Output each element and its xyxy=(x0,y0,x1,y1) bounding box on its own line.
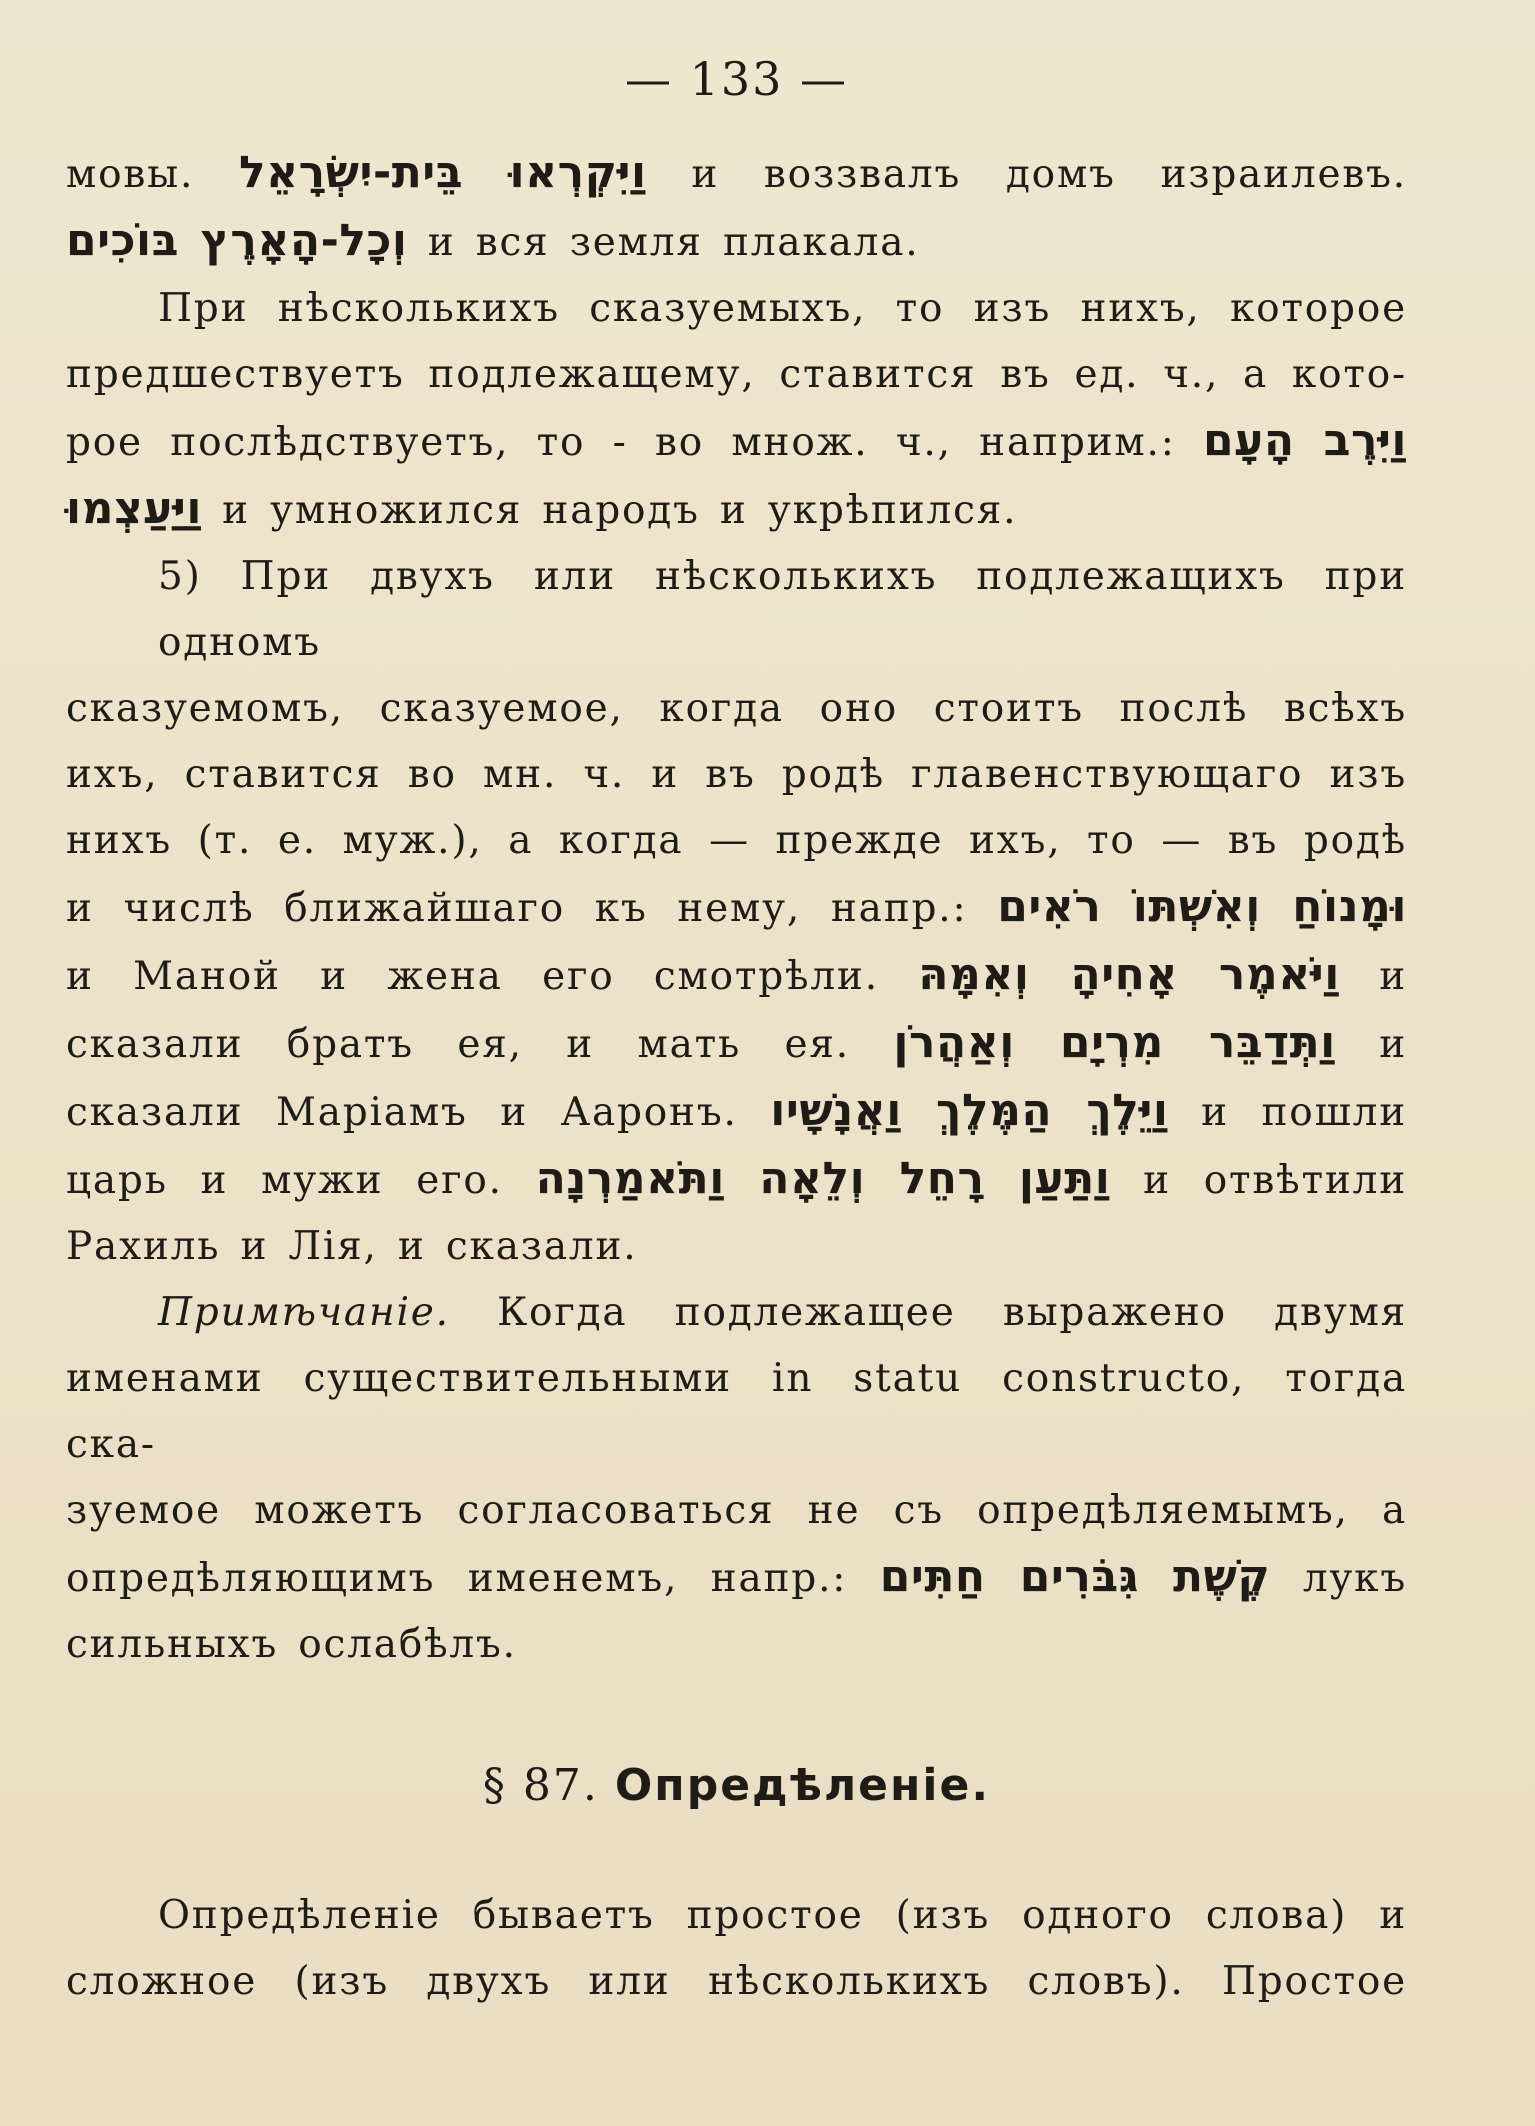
hebrew-quote: וַיִּרֶב הָעָם xyxy=(1203,415,1408,466)
text-line: При нѣсколькихъ сказуемыхъ, то изъ нихъ, которое xyxy=(158,286,1407,331)
text-line: сказали братъ ея, и мать ея. וַתְּדַבֵּר מִרְיָם וְאַהֲרֹן и xyxy=(66,1017,1408,1068)
hebrew-quote: קֶשֶׁת גִּבֹּרִים חַתִּים xyxy=(879,1551,1271,1602)
text-line: וְכָל-הָאָרֶץ בּוֹכִים и вся земля плакала. xyxy=(66,215,920,266)
text-line: сильныхъ ослабѣлъ. xyxy=(66,1622,517,1667)
text-line: сложное (изъ двухъ или нѣсколькихъ словъ). Простое xyxy=(66,1959,1407,2004)
hebrew-quote: וַיִּקְרְאוּ בֵּית-יִשְׂרָאֵל xyxy=(239,147,647,198)
text-line: рое послѣдствуетъ, то - во множ. ч., наприм.: וַיִּרֶב הָעָם xyxy=(66,415,1408,466)
hebrew-quote: וּמָנוֹחַ וְאִשְׁתּוֹ רֹאִים xyxy=(997,881,1407,932)
section-heading xyxy=(66,1760,1407,1811)
text-line: зуемое можетъ согласоваться не съ опредѣляемымъ, а xyxy=(66,1488,1407,1533)
note-label: Примѣчаніе. xyxy=(158,1290,450,1335)
text-line: царь и мужи его. וַתַּעַן רָחֵל וְלֵאָה וַתֹּאמַרְנָה и отвѣтили xyxy=(66,1153,1408,1204)
text-line: Опредѣленіе бываетъ простое (изъ одного слова) и xyxy=(158,1893,1407,1938)
text-line: Примѣчаніе. Когда подлежащее выражено двумя xyxy=(158,1290,1407,1335)
text-line: וַיַּעַצְמוּ и умножился народъ и укрѣпился. xyxy=(66,483,1018,534)
text-line: сказуемомъ, сказуемое, когда оно стоитъ послѣ всѣхъ xyxy=(66,686,1407,731)
hebrew-quote: וַתְּדַבֵּר מִרְיָם וְאַהֲרֹן xyxy=(893,1017,1336,1068)
text-line: и числѣ ближайшаго къ нему, напр.: וּמָנוֹחַ וְאִשְׁתּוֹ רֹאִים xyxy=(66,881,1407,932)
page-number: — 133 — xyxy=(624,52,849,106)
text-line: ихъ, ставится во мн. ч. и въ родѣ главенствующаго изъ xyxy=(66,752,1407,797)
hebrew-quote: וַיֵּלֶךְ הַמֶּלֶךְ וַאֲנָשָׁיו xyxy=(770,1085,1169,1136)
text-line: мовы. וַיִּקְרְאוּ בֵּית-יִשְׂרָאֵל и воззвалъ домъ израилевъ. xyxy=(66,147,1407,198)
text-line: сказали Маріамъ и Ааронъ. וַיֵּלֶךְ הַמֶּלֶךְ וַאֲנָשָׁיו и пошли xyxy=(66,1085,1408,1136)
section-number: § 87. xyxy=(482,1760,599,1811)
text-line: и Маной и жена его смотрѣли. וַיֹּאמֶר אָחִיהָ וְאִמָּהּ и xyxy=(66,949,1408,1000)
text-line: нихъ (т. е. муж.), а когда — прежде ихъ, то — въ родѣ xyxy=(66,818,1407,863)
hebrew-quote: וַתַּעַן רָחֵל וְלֵאָה וַתֹּאמַרְנָה xyxy=(535,1153,1111,1204)
text-line: именами существительными in statu constructo, тогда ска- xyxy=(66,1356,1407,1467)
hebrew-quote: וַיֹּאמֶר אָחִיהָ וְאִמָּהּ xyxy=(918,949,1340,1000)
text-line: 5) При двухъ или нѣсколькихъ подлежащихъ при одномъ xyxy=(158,554,1407,665)
hebrew-quote: וְכָל-הָאָרֶץ בּוֹכִים xyxy=(66,215,408,266)
text-line: опредѣляющимъ именемъ, напр.: קֶשֶׁת גִּבֹּרִים חַתִּים лукъ xyxy=(66,1551,1407,1602)
hebrew-quote: וַיַּעַצְמוּ xyxy=(66,483,202,534)
text-line: Рахиль и Лія, и сказали. xyxy=(66,1224,638,1269)
section-title: Опредѣленіе. xyxy=(614,1760,991,1811)
text-line: предшествуетъ подлежащему, ставится въ ед. ч., а кото- xyxy=(66,352,1407,397)
